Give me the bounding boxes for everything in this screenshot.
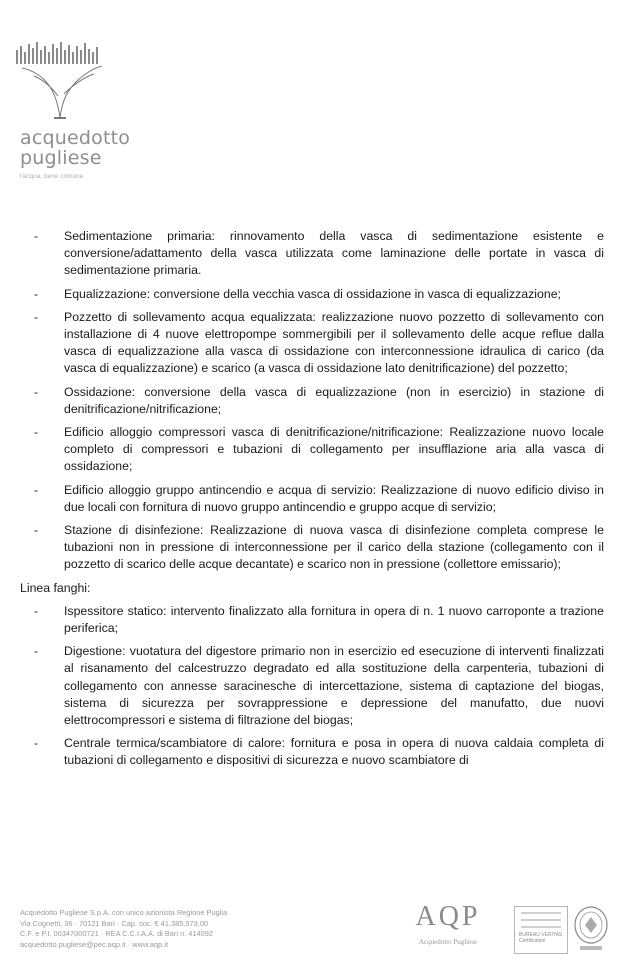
list-item (20, 309, 604, 378)
bullet-dash: - (34, 384, 39, 399)
list-item (20, 735, 604, 769)
logo-wordmark (20, 128, 130, 168)
list-item-text: Ispessitore statico: intervento finalizzato alla fornitura in opera di n. 1 nuovo carroponte a trazione periferica; (64, 603, 604, 636)
page-footer (20, 900, 610, 970)
list-item (20, 384, 604, 418)
bullet-dash: - (34, 482, 39, 497)
footer-company-info (20, 908, 360, 950)
list-item-text: Edificio alloggio compressori vasca di denitrificazione/nitrificazione: Realizzazione nuovo locale completo di compressori e tubazioni di collegamento per insufflazione aria alla vasca di ossidazione; (64, 425, 604, 474)
document-body (20, 228, 604, 776)
list-item-text: Stazione di disinfezione: Realizzazione di nuova vasca di disinfezione completa comprese le tubazioni non in pressione di interconnessione per il carico della stazione (collegamento con il pozzetto di scarico delle acque decantate) e scarico non in pressione (collettore emissario); (64, 523, 604, 572)
list-item (20, 603, 604, 637)
logo-name-line2: pugliese (20, 147, 102, 169)
bullet-dash: - (34, 603, 39, 618)
bullet-dash: - (34, 523, 39, 538)
olive-tree-logo-icon (14, 40, 106, 120)
aqp-subtitle: Acquedotto Pugliese (418, 938, 478, 946)
list-item (20, 228, 604, 280)
certification-badge (514, 906, 568, 954)
list-item (20, 522, 604, 574)
list-item (20, 286, 604, 303)
certification-label: BUREAU VERITAS Certification (519, 932, 563, 944)
list-item-text: Edificio alloggio gruppo antincendio e acqua di servizio: Realizzazione di nuovo edificio diviso in due locali con fornitura di nuovo gruppo antincendio e gruppo acque di servizio; (64, 482, 604, 514)
section-label-linea-fanghi: Linea fanghi: (20, 580, 91, 595)
bullet-dash: - (34, 286, 39, 301)
footer-line: acquedotto.pugliese@pec.aqp.it · www.aqp.it (20, 939, 169, 949)
list-top (20, 228, 604, 574)
list-item (20, 424, 604, 476)
footer-line: C.F. e P.I. 00347000721 · REA C.C.I.A.A. di Bari n. 414092 (20, 929, 213, 938)
list-item-text: Digestione: vuotatura del digestore primario non in esercizio ed esecuzione di interventi finalizzati al risanamento del calcestruzzo degradato ed alla sostituzione della carpenteria, tubazioni di collegamento con annesse saracinesche di intercettazione, sistema di captazione del biogas, sistema di sicurezza per sovrappressione e depressione del manufatto, due nuovi elettrocompressori e sistema di filtrazione del biogas; (64, 644, 604, 728)
list-item-text: Pozzetto di sollevamento acqua equalizzata: realizzazione nuovo pozzetto di sollevamento con installazione di 4 nuove elettropompe sommergibili per il sollevamento delle acque reflue dalla vasca di equalizzazione alla vasca di ossidazione con interconnessione idraulica di carico (da vasca di equalizzazione) e scarico (a vasca di ossidazione lato denitrificazione) del pozzetto; (64, 309, 604, 376)
logo-tagline: l'acqua, bene comune (20, 173, 84, 180)
list-bottom (20, 603, 604, 770)
bullet-dash: - (34, 309, 39, 324)
list-item-text: Ossidazione: conversione della vasca di equalizzazione (non in esercizio) in stazione di denitrificazione/nitrificazione; (64, 384, 604, 416)
bullet-dash: - (34, 644, 39, 659)
certification-seal-icon (572, 903, 610, 953)
list-item (20, 482, 604, 516)
list-item-text: Sedimentazione primaria: rinnovamento della vasca di sedimentazione esistente e conversione/adattamento della vasca utilizzata come laminazione delle portate in vasca di sedimentazione primaria. (64, 229, 604, 278)
bullet-dash: - (34, 229, 39, 243)
footer-line: Via Cognetti, 36 · 70121 Bari · Cap. soc. € 41.385.573,00 (20, 918, 209, 928)
list-item-text: Equalizzazione: conversione della vecchia vasca di ossidazione in vasca di equalizzazione; (64, 286, 561, 301)
list-item-text: Centrale termica/scambiatore di calore: fornitura e posa in opera di nuova caldaia completa di tubazioni di collegamento e dispositivi di sicurezza e nuovo scambiatore di (64, 736, 604, 768)
list-item (20, 643, 604, 729)
aqp-mark: AQP (415, 901, 481, 932)
aqp-logo (392, 900, 504, 956)
logo-name-line1: acquedotto (20, 127, 131, 149)
footer-line: Acquedotto Pugliese S.p.A. con unico azionista Regione Puglia (20, 908, 228, 917)
bullet-dash: - (34, 736, 39, 751)
bullet-dash: - (34, 425, 39, 440)
